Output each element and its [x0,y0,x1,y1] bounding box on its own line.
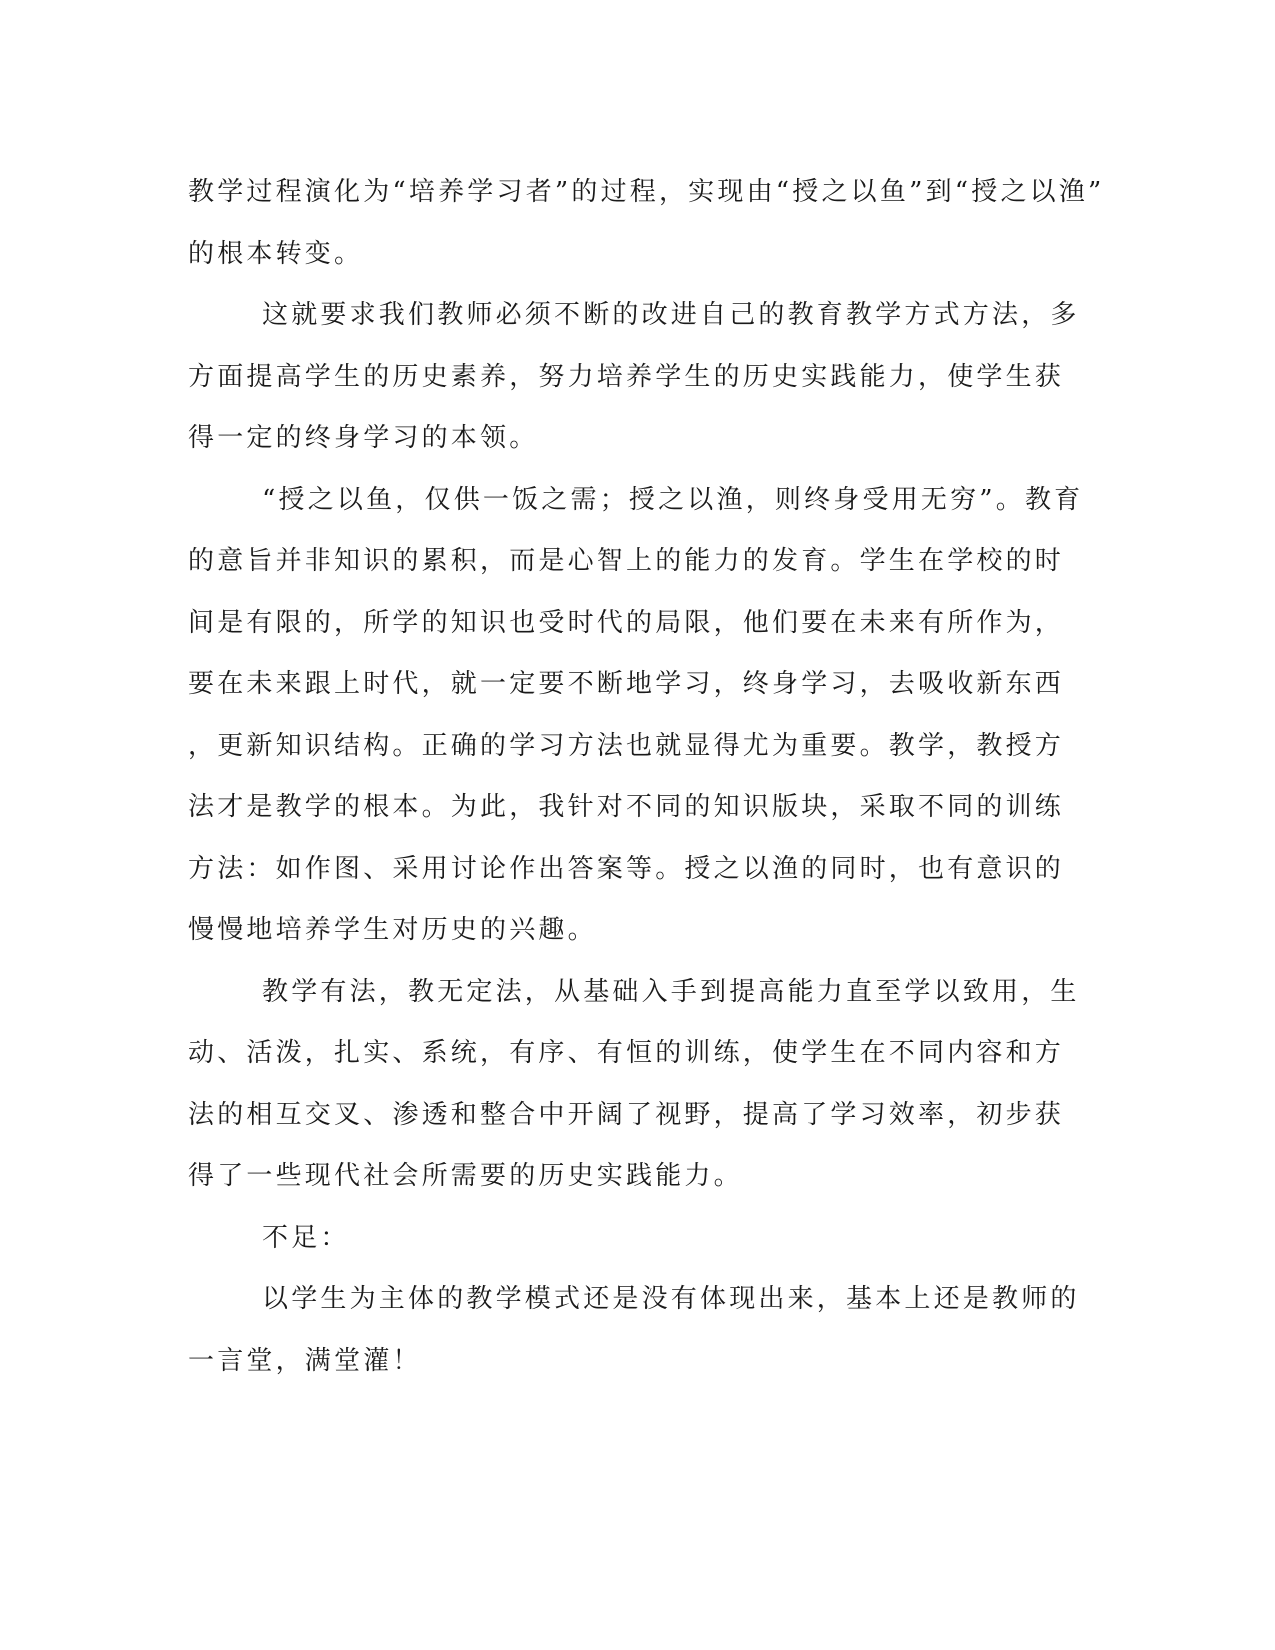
text-line: 得了一些现代社会所需要的历史实践能力。 [188,1161,743,1191]
text-line: 动、活泼，扎实、系统，有序、有恒的训练，使学生在不同内容和方 [188,1038,1065,1068]
text-line: 一言堂，满堂灌！ [188,1345,422,1376]
text-line: 法才是教学的根本。为此，我针对不同的知识版块，采取不同的训练 [188,792,1065,822]
text-line: 要在未来跟上时代，就一定要不断地学习，终身学习，去吸收新东西 [188,669,1065,699]
text-line: 教学过程演化为“培养学习者”的过程，实现由“授之以鱼”到“授之以渔” [188,177,1105,207]
document-body [188,162,1105,1392]
text-line: 法的相互交叉、渗透和整合中开阔了视野，提高了学习效率，初步获 [188,1099,1065,1130]
text-line: 的根本转变。 [188,238,364,269]
text-line: 慢慢地培养学生对历史的兴趣。 [188,915,597,945]
text-line: 得一定的终身学习的本领。 [188,423,539,453]
paragraph-start-line: 教学有法，教无定法，从基础入手到提高能力直至学以致用，生 [262,976,1080,1007]
paragraph-start-line: “授之以鱼，仅供一饭之需；授之以渔，则终身受用无穷”。教育 [262,484,1084,515]
paragraph-start-line: 这就要求我们教师必须不断的改进自己的教育教学方式方法，多 [262,300,1080,330]
text-line: 的意旨并非知识的累积，而是心智上的能力的发育。学生在学校的时 [188,546,1065,576]
text-line: 间是有限的，所学的知识也受时代的局限，他们要在未来有所作为， [188,607,1065,638]
text-line: 方面提高学生的历史素养，努力培养学生的历史实践能力，使学生获 [188,361,1065,392]
section-heading-line: 不足： [262,1222,350,1253]
paragraph-start-line: 以学生为主体的教学模式还是没有体现出来，基本上还是教师的 [262,1284,1080,1314]
text-line: 方法：如作图、采用讨论作出答案等。授之以渔的同时，也有意识的 [188,853,1065,884]
text-line: ，更新知识结构。正确的学习方法也就显得尤为重要。教学，教授方 [188,730,1065,761]
